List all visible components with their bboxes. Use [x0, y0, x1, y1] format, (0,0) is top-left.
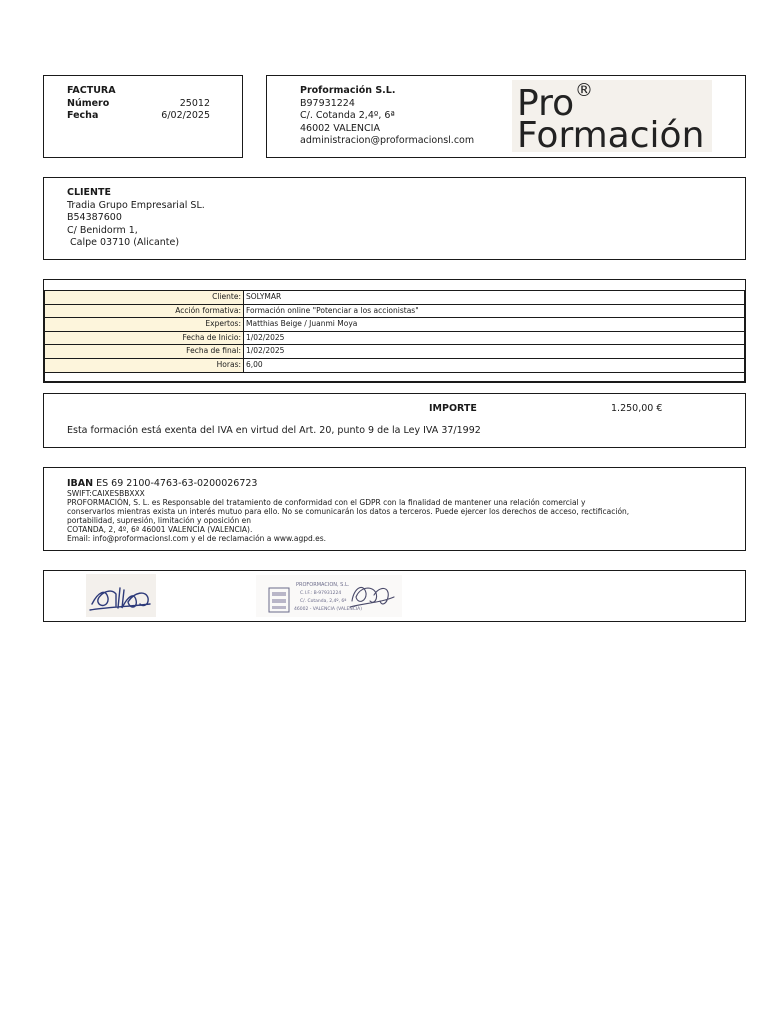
invoice-header-box: [43, 75, 243, 158]
bank-info-box: [43, 467, 746, 551]
gdpr-line: COTANDA, 2, 4º, 6ª 46001 VALENCIA (VALENCIA).: [67, 525, 253, 534]
logo-line-1: Pro: [517, 83, 575, 124]
client-info: [67, 187, 205, 250]
table-row-empty: [45, 372, 745, 381]
detail-label: Fecha de Inicio:: [45, 331, 244, 345]
gdpr-line: PROFORMACIÓN, S. L. es Responsable del tratamiento de conformidad con el GDPR con la finalidad de mantener una relación comercial y: [67, 498, 586, 507]
iban-line: [67, 478, 707, 489]
stamp-line: C.I.F.: B-97931224: [300, 591, 342, 596]
course-details-box: [43, 279, 746, 383]
stamp-line: PROFORMACION, S.L.: [296, 582, 350, 588]
detail-value: Formación online "Potenciar a los accionistas": [244, 304, 745, 318]
amount-label: IMPORTE: [429, 403, 477, 414]
detail-label: Fecha de final:: [45, 345, 244, 359]
swift-code: SWIFT:CAIXESBBXXX: [67, 489, 145, 498]
invoice-title-row: [67, 85, 210, 98]
company-city: 46002 VALENCIA: [300, 122, 380, 134]
amount-box: [43, 393, 746, 448]
company-email: administracion@proformacionsl.com: [300, 135, 475, 146]
company-name: Proformación S.L.: [300, 85, 396, 96]
table-row: [45, 304, 745, 318]
detail-label: Acción formativa:: [45, 304, 244, 318]
gdpr-line: Email: info@proformacionsl.com y el de reclamación a www.agpd.es.: [67, 534, 327, 543]
detail-value: Matthias Beige / Juanmi Moya: [244, 318, 745, 332]
stamp-line: C/. Cotanda, 2,4º, 6ª: [300, 599, 347, 604]
iban-value: ES 69 2100-4763-63-0200026723: [96, 478, 258, 489]
detail-value: 1/02/2025: [244, 345, 745, 359]
detail-label: Expertos:: [45, 318, 244, 332]
logo-registered-mark: ®: [575, 80, 593, 101]
logo-line-2: Formación: [517, 115, 705, 156]
detail-value: 6,00: [244, 358, 745, 372]
table-row: [45, 291, 745, 305]
table-row: [45, 358, 745, 372]
signature-image: [86, 574, 156, 617]
invoice-number-label: Número: [67, 98, 110, 109]
company-box: [266, 75, 746, 158]
stamp-line: 46002 - VALENCIA (VALENCIA): [294, 607, 363, 612]
stamp-graphic: [256, 575, 402, 617]
detail-value: SOLYMAR: [244, 291, 745, 305]
detail-label: Cliente:: [45, 291, 244, 305]
company-tax-id: B97931224: [300, 97, 355, 109]
amount-value: 1.250,00 €: [611, 403, 663, 414]
gdpr-line: conservarlos mientras exista un interés mutuo para ello. No se comunicarán los datos a terceros. Puede ejercer los derechos de acceso, rectificación,: [67, 507, 630, 516]
gdpr-line: portabilidad, supresión, limitación y oposición en: [67, 516, 252, 525]
signature-scribble: [86, 574, 156, 617]
signature-box: [43, 570, 746, 622]
vat-exemption-note: Esta formación está exenta del IVA en virtud del Art. 20, punto 9 de la Ley IVA 37/1992: [67, 425, 481, 436]
detail-value: 1/02/2025: [244, 331, 745, 345]
company-info: [300, 85, 474, 148]
client-name: Tradia Grupo Empresarial SL.: [67, 199, 205, 211]
invoice-number-row: [67, 98, 210, 111]
bank-info: [67, 478, 707, 543]
client-tax-id: B54387600: [67, 212, 122, 223]
table-row: [45, 345, 745, 359]
course-details-table: [44, 290, 745, 382]
client-city: Calpe 03710 (Alicante): [67, 237, 180, 248]
company-stamp: [256, 575, 402, 617]
table-row: [45, 318, 745, 332]
client-label: CLIENTE: [67, 187, 111, 198]
invoice-date-row: [67, 110, 210, 123]
table-row: [45, 331, 745, 345]
client-address: C/ Benidorm 1,: [67, 224, 138, 236]
invoice-date-value: 6/02/2025: [161, 110, 210, 121]
empty-cell: [45, 372, 745, 381]
detail-label: Horas:: [45, 358, 244, 372]
iban-label: IBAN: [67, 478, 94, 489]
invoice-title: FACTURA: [67, 85, 116, 96]
company-address: C/. Cotanda 2,4º, 6ª: [300, 110, 395, 121]
invoice-date-label: Fecha: [67, 110, 99, 121]
company-logo: [512, 80, 712, 156]
client-box: [43, 177, 746, 260]
invoice-number-value: 25012: [179, 98, 210, 109]
